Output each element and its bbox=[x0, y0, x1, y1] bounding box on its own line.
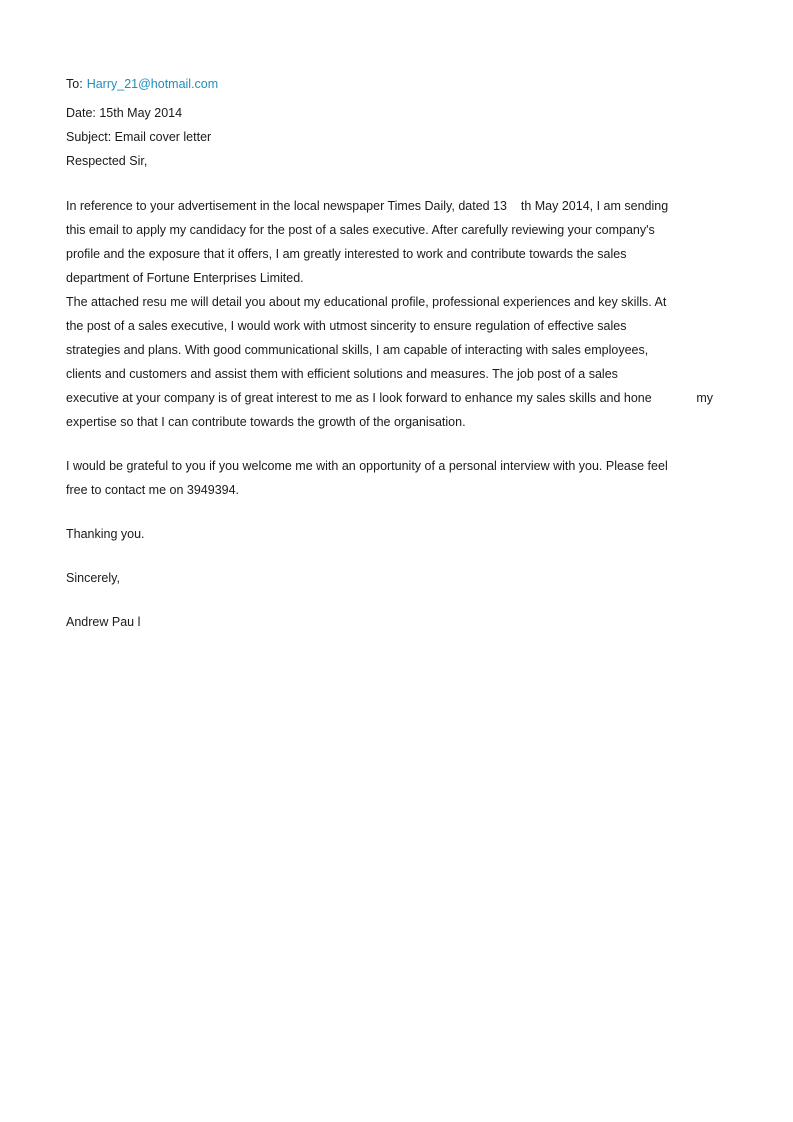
paragraph3-line: I would be grateful to you if you welcome me with an opportunity of a personal interview with you. Please feel bbox=[66, 459, 668, 473]
paragraph1-line: In reference to your advertisement in the local newspaper Times Daily, dated 13 th May 2014, I am sending bbox=[66, 199, 669, 213]
paragraph2-line bbox=[66, 390, 713, 406]
to-label: To: bbox=[66, 77, 83, 91]
date-line: Date: 15th May 2014 bbox=[66, 106, 183, 120]
paragraph1-line: this email to apply my candidacy for the post of a sales executive. After carefully reviewing your company's bbox=[66, 223, 655, 237]
paragraph1-line: department of Fortune Enterprises Limited. bbox=[66, 271, 304, 285]
paragraph2-line: expertise so that I can contribute towards the growth of the organisation. bbox=[66, 415, 466, 429]
paragraph2-line: clients and customers and assist them with efficient solutions and measures. The job post of a sales bbox=[66, 367, 618, 381]
paragraph3-line: free to contact me on 3949394. bbox=[66, 483, 240, 497]
thanks-line: Thanking you. bbox=[66, 527, 145, 541]
subject-line: Subject: Email cover letter bbox=[66, 130, 212, 144]
paragraph2-segment: my bbox=[696, 391, 713, 405]
salutation: Respected Sir, bbox=[66, 154, 148, 168]
paragraph1-line: profile and the exposure that it offers, I am greatly interested to work and contribute towards the sales bbox=[66, 247, 627, 261]
paragraph2-line: The attached resu me will detail you about my educational profile, professional experiences and key skills. At bbox=[66, 295, 667, 309]
recipient-email-link[interactable]: Harry_21@hotmail.com bbox=[86, 77, 219, 91]
signoff-line: Sincerely, bbox=[66, 571, 120, 585]
paragraph2-line: the post of a sales executive, I would work with utmost sincerity to ensure regulation of effective sales bbox=[66, 319, 627, 333]
paragraph2-line: strategies and plans. With good communicational skills, I am capable of interacting with sales employees, bbox=[66, 343, 649, 357]
signature-name: Andrew Pau l bbox=[66, 615, 141, 629]
paragraph2-segment: executive at your company is of great interest to me as I look forward to enhance my sales skills and hone bbox=[66, 391, 652, 405]
recipient-line bbox=[66, 76, 218, 92]
